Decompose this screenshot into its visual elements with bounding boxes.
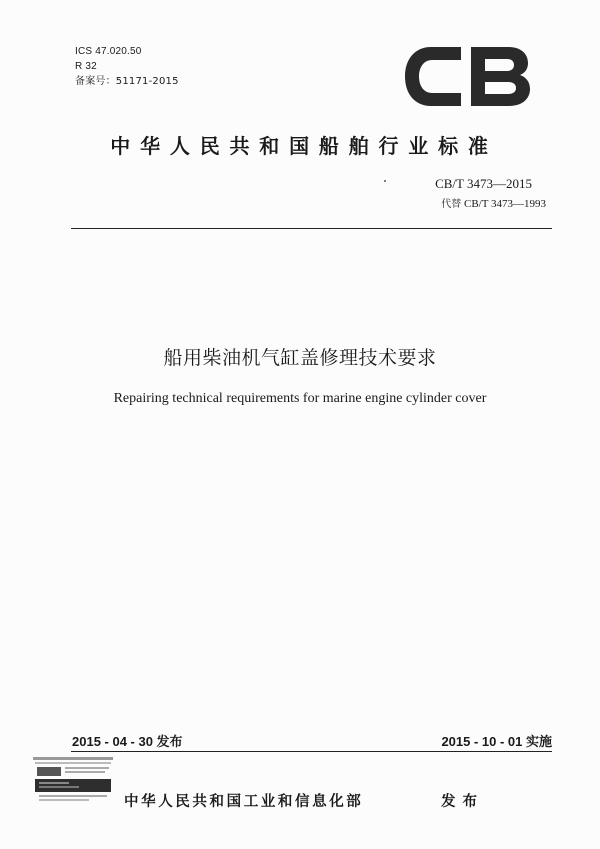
cb-logo [401, 43, 532, 110]
speck [384, 180, 386, 182]
standard-category-title: 中华人民共和国船舶行业标准 [110, 134, 498, 158]
document-title-english: Repairing technical requirements for marine engine cylinder cover [113, 391, 487, 406]
ics-code: ICS 47.020.50 [75, 46, 142, 57]
footer-divider [71, 751, 552, 752]
classification-block [75, 44, 179, 89]
standard-code: CB/T 3473—2015 [435, 176, 532, 191]
replaces-line [441, 195, 546, 210]
replaces-label: 代替 [441, 199, 462, 210]
issuing-authority: 中华人民共和国工业和信息化部 [124, 794, 364, 810]
anti-counterfeit-label [33, 757, 113, 803]
issue-date: 2015 - 04 - 30 发布 [72, 734, 183, 749]
cb-logo-letter-b [471, 47, 530, 106]
replaces-code: CB/T 3473—1993 [463, 198, 546, 210]
implementation-date: 2015 - 10 - 01 实施 [441, 734, 552, 749]
cb-logo-letter-c [405, 47, 461, 106]
class-code: R 32 [75, 61, 97, 72]
record-number: 备案号：51171-2015 [75, 76, 179, 87]
document-title-chinese: 船用柴油机气缸盖修理技术要求 [163, 347, 437, 369]
header-divider [71, 228, 552, 229]
issue-word: 发布 [441, 794, 484, 810]
